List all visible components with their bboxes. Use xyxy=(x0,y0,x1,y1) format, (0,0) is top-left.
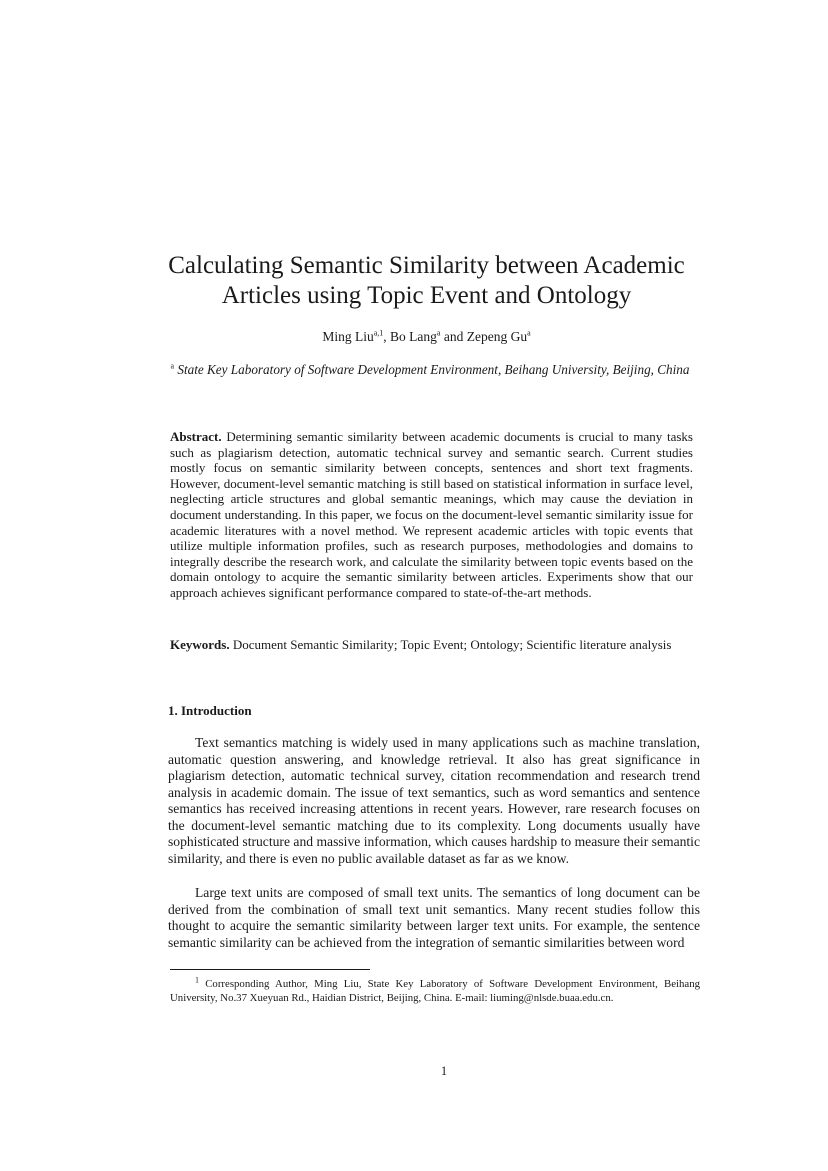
author-separator: , xyxy=(383,329,391,344)
abstract-label: Abstract. xyxy=(170,429,222,444)
footnote xyxy=(170,977,700,1005)
footnote-divider xyxy=(170,969,370,970)
author-affiliation-marker: a,1 xyxy=(373,328,384,338)
author-separator: and xyxy=(440,329,467,344)
keywords-label: Keywords. xyxy=(170,637,230,652)
author-name: Zepeng Gu xyxy=(466,329,528,344)
author-name: Ming Liu xyxy=(322,329,374,344)
abstract-text: Determining semantic similarity between academic documents is crucial to many tasks such as plagiarism detection, automatic technical survey and semantic search. Current studies mostly focus on semantic similarity between concepts, sentences and short text fragments. However, document-level semantic matching is still based on statistical information in surface level, neglecting article structures and global semantic meanings, which may cause the deviation in document understanding. In this paper, we focus on the document-level semantic similarity issue for academic literatures with a novel method. We represent academic articles with topic events that utilize multiple information profiles, such as research purposes, methodologies and domains to integrally describe the research work, and calculate the similarity between topic events based on the domain ontology to acquire the semantic similarity between articles. Experiments show that our approach achieves significant performance compared to state-of-the-art methods. xyxy=(170,429,693,600)
body-paragraph: Large text units are composed of small text units. The semantics of long document can be derived from the combination of small text unit semantics. Many recent studies follow this thought to acquire the semantic similarity between larger text units. For example, the sentence semantic similarity can be achieved from the integration of semantic similarities between word xyxy=(168,885,700,950)
abstract xyxy=(170,429,693,601)
keywords xyxy=(170,637,693,653)
footnote-text: Corresponding Author, Ming Liu, State Key Laboratory of Software Development Environment, Beihang University, No.37 Xueyuan Rd., Haidian District, Beijing, China. E-mail: liuming@nlsde.buaa.edu.cn. xyxy=(170,978,700,1004)
footnote-marker: 1 xyxy=(195,975,199,985)
paper-title xyxy=(120,251,733,311)
paper-title-line-2: Articles using Topic Event and Ontology xyxy=(221,282,632,309)
author-affiliation-marker: a xyxy=(527,328,531,338)
page-number: 1 xyxy=(440,1064,448,1078)
affiliation-text: State Key Laboratory of Software Development Environment, Beihang University, Beijing, China xyxy=(177,362,690,377)
author-list xyxy=(120,328,733,346)
body-paragraph: Text semantics matching is widely used in many applications such as machine translation, automatic question answering, and knowledge retrieval. It also has great significance in plagiarism detection, automatic technical survey, citation recommendation and research trend analysis in academic domain. The issue of text semantics, such as word semantics and sentence semantics has received increasing attentions in recent years. However, rare research focuses on the document-level semantic matching due to its complexity. Long documents usually have sophisticated structure and massive information, which causes hardship to measure their semantic similarity, and there is even no public available dataset as far as we know. xyxy=(168,735,700,866)
affiliation xyxy=(170,362,690,378)
author-name: Bo Lang xyxy=(390,329,437,344)
section-heading: 1. Introduction xyxy=(168,703,252,718)
keywords-text: Document Semantic Similarity; Topic Event; Ontology; Scientific literature analysis xyxy=(232,637,672,652)
paper-title-line-1: Calculating Semantic Similarity between Academic xyxy=(168,252,685,279)
affiliation-marker: a xyxy=(170,361,175,371)
author-affiliation-marker: a xyxy=(436,328,441,338)
